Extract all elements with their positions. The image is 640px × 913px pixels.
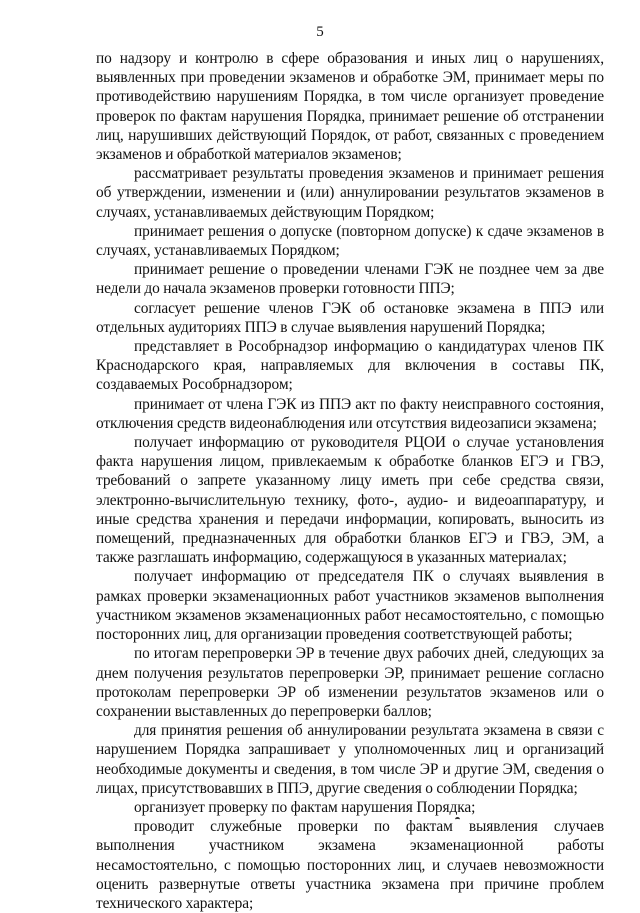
paragraph: по итогам перепроверки ЭР в течение двух рабочих дней, следующих за днем получения результатов перепроверки ЭР, принимает решение согласно протоколам перепроверки ЭР об изменении результатов экзаменов или о сохранении выставленных до перепроверки баллов; [96, 645, 604, 720]
paragraph: согласует решение членов ГЭК об остановке экзамена в ППЭ или отдельных аудиториях ППЭ в случае выявления нарушений Порядка; [96, 299, 604, 336]
paragraph: рассматривает результаты проведения экзаменов и принимает решения об утверждении, изменении и (или) аннулировании результатов экзаменов в случаях, устанавливаемых действующим Порядком; [96, 165, 604, 221]
paragraph: принимает решения о допуске (повторном допуске) к сдаче экзаменов в случаях, устанавливаемых Порядком; [96, 222, 604, 260]
paragraph: принимает решение о проведении членами ГЭК не позднее чем за две недели до начала экзаменов проверки готовности ППЭ; [96, 261, 604, 298]
paragraph: получает информацию от руководителя РЦОИ о случае установления факта нарушения лицом, привлекаемым к обработке бланков ЕГЭ и ГВЭ, требований о запрете указанному лицу иметь при себе средства связи, электронно-вычислительную технику, фото-, аудио- и видеоаппаратуру, и иные средства хранения и передачи информации, копировать, выносить из помещений, предназначенных для обработки бланков ЕГЭ и ГВЭ, ЭМ, а также разглашать информацию, содержащуюся в указанных материалах; [96, 434, 604, 567]
paragraph: получает информацию от председателя ПК о случаях выявления в рамках проверки экзаменационных работ участников экзаменов выполнения участником экзаменов экзаменационных работ несамостоятельно, с помощью посторонних лиц, для организации проведения соответствующей работы; [96, 568, 604, 644]
paragraph: для принятия решения об аннулировании результата экзамена в связи с нарушением Порядка запрашивает у уполномоченных лиц и организаций необходимые документы и сведения, в том числе ЭР и другие ЭМ, сведения о лицах, присутствовавших в ППЭ, другие сведения о соблюдении Порядка; [96, 722, 604, 797]
paragraph: представляет в Рособрнадзор информацию о кандидатурах членов ПК Краснодарского края, направляемых для включения в составы ПК, создаваемых Рособрнадзором; [96, 338, 604, 394]
document-body [96, 49, 604, 913]
paragraph: принимает от члена ГЭК из ППЭ акт по факту неисправного состояния, отключения средств видеонаблюдения или отсутствия видеозаписи экзамена; [96, 395, 604, 432]
scan-mark [455, 817, 460, 823]
paragraph: организует проверку по фактам нарушения Порядка; [134, 798, 476, 816]
paragraph-continuation: по надзору и контролю в сфере образования и иных лиц о нарушениях, выявленных при проведении экзаменов и обработке ЭМ, принимает меры по противодействию нарушениям Порядка, в том числе организует проведение проверок по фактам нарушения Порядка, принимает решение об отстранении лиц, нарушивших действующий Порядок, от работ, связанных с проведением экзаменов и обработкой материалов экзаменов; [96, 50, 604, 164]
paragraph: проводит служебные проверки по фактам выявления случаев выполнения участником экзамена экзаменационной работы несамостоятельно, с помощью посторонних лиц, и случаев невозможности оценить развернутые ответы участника экзамена при причине проблем технического характера; [96, 818, 604, 912]
page-number: 5 [316, 24, 324, 40]
